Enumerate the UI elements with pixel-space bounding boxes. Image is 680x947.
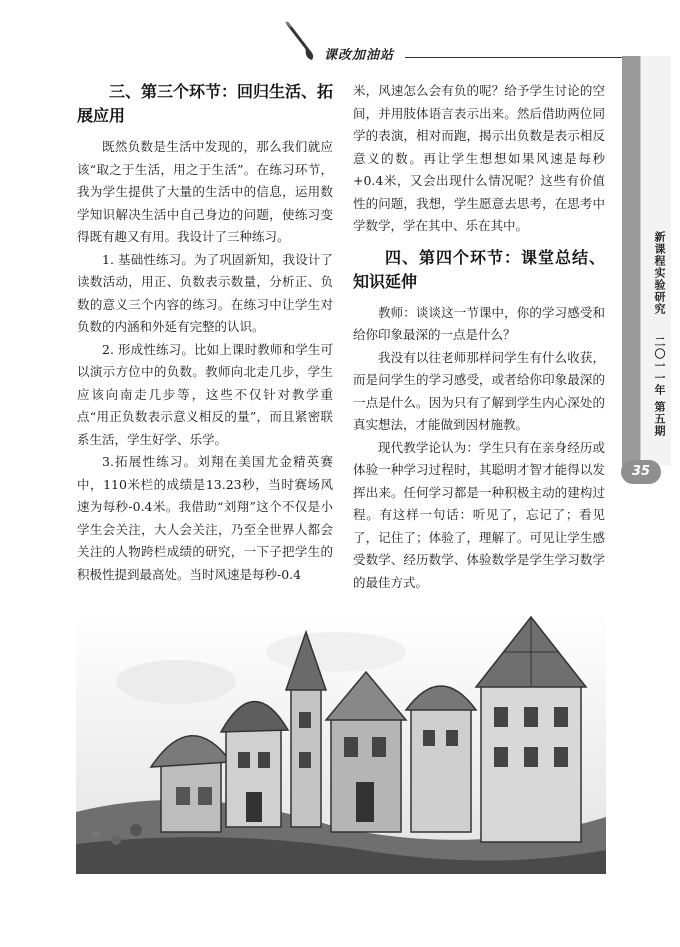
- paragraph: 3.拓展性练习。刘翔在美国尤金精英赛中，110米栏的成绩是13.23秒，当时赛场风速为每秒-0.4米。我借助“刘翔”这个不仅是小学生会关注，大人会关注，乃至全世界人都会关注的人物跨栏成绩的研究，一下子把学生的积极性提到最高处。当时风速是每秒-0.4: [77, 454, 333, 582]
- issue-label: 二〇一一年 第五期: [653, 335, 666, 437]
- journal-name: 新课程实验研究: [653, 231, 666, 315]
- side-strip: [622, 56, 640, 466]
- brush-icon: [282, 20, 320, 62]
- right-column: [353, 80, 605, 594]
- paragraph: 1. 基础性练习。为了巩固新知，我设计了读数活动，用正、负数表示数量，分析正、负数的意义三个内容的练习。在练习中让学生对负数的内涵和外延有完整的认识。: [77, 251, 333, 334]
- paragraph: 2. 形成性练习。比如上课时教师和学生可以演示方位中的负数。教师向北走几步，学生应该向南走几步等，这些不仅针对教学重点“用正负数表示意义相反的量”，而且紧密联系生活，学生好学、乐学。: [77, 341, 333, 447]
- section-brand: 课改加油站: [324, 48, 395, 63]
- paragraph: 既然负数是生活中发现的，那么我们就应该“取之于生活，用之于生活”。在练习环节，我为学生提供了大量的生活中的信息，运用数学知识解决生活中自己身边的问题，使练习变得既有趣又有用。我设计了三种练习。: [77, 139, 333, 244]
- header-rule: [405, 57, 647, 58]
- paragraph: 我没有以往老师那样问学生有什么收获，而是问学生的学习感受，或者给你印象最深的一点是什么。因为只有了解到学生内心深处的真实想法，才能做到因材施教。: [353, 349, 605, 432]
- town-illustration: [76, 612, 606, 874]
- paragraph-continuation: 米，风速怎么会有负的呢？给予学生讨论的空间，并用肢体语言表示出来。然后借助两位同学的表演，相对而跑，揭示出负数是表示相反意义的数。再让学生想想如果风速是每秒+0.4米，又会出现什么情况呢？这些有价值性的问题，我想，学生愿意去思考，在思考中学数学，学在其中、乐在其中。: [353, 83, 605, 233]
- page-header: [0, 0, 680, 70]
- page-number: 35: [621, 460, 661, 484]
- left-column: [77, 80, 333, 586]
- section3-title: 三、第三个环节：回归生活、拓展应用: [77, 82, 334, 125]
- paragraph: 教师：谈谈这一节课中，你的学习感受和给你印象最深的一点是什么？: [353, 304, 605, 342]
- paragraph: 现代教学论认为：学生只有在亲身经历或体验一种学习过程时，其聪明才智才能得以发挥出来。任何学习都是一种积极主动的建构过程。有这样一句话：听见了，忘记了；看见了，记住了；体验了，理解了。可见让学生感受数学、经历数学、体验数学是学生学习数学的最佳方式。: [353, 439, 605, 590]
- section4-title: 四、第四个环节：课堂总结、知识延伸: [353, 247, 605, 291]
